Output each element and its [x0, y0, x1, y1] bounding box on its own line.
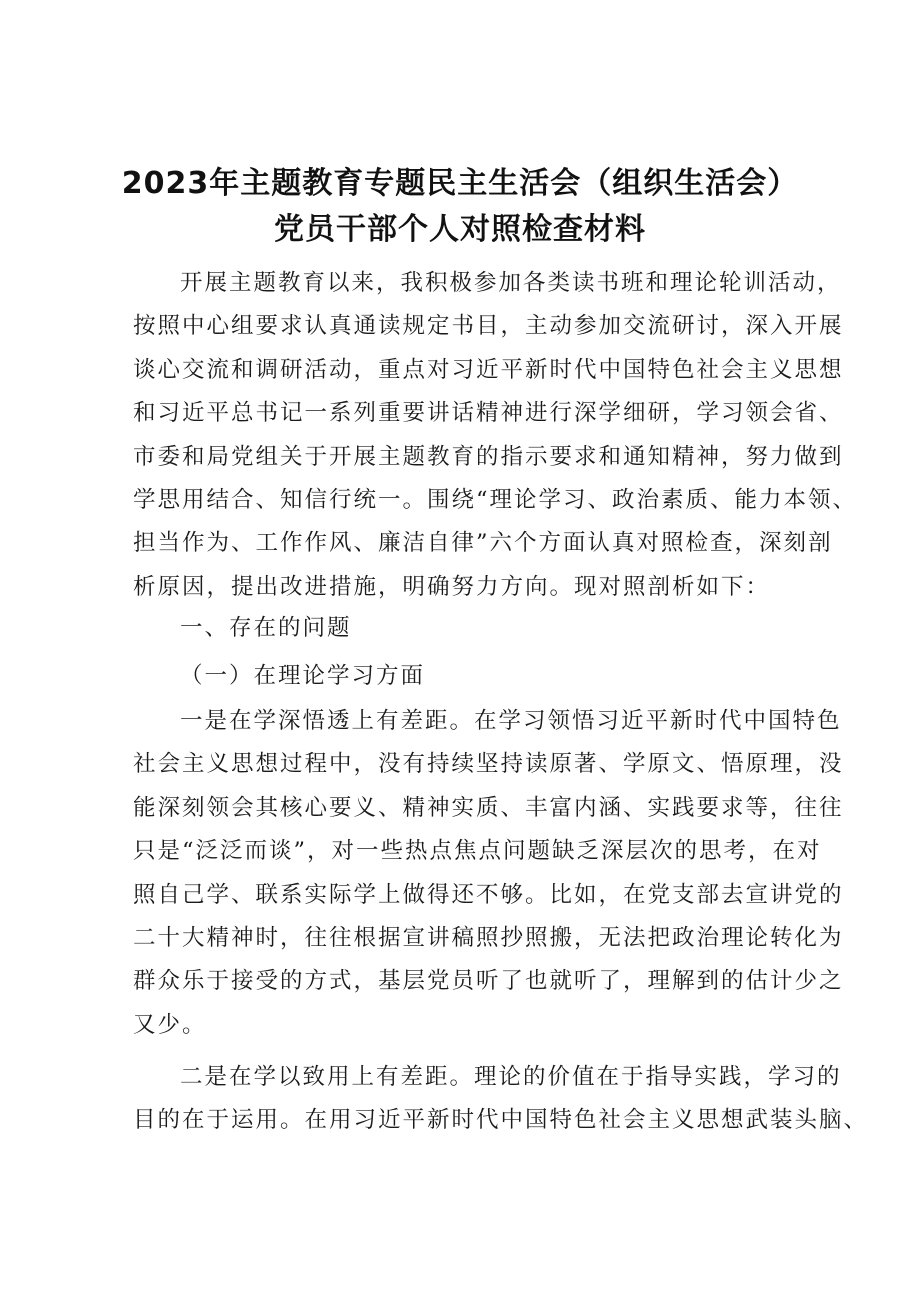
paragraph-line: 社会主义思想过程中，没有持续坚持读原著、学原文、悟原理，没 [133, 751, 844, 778]
intro-line: 学思用结合、知信行统一。围绕“理论学习、政治素质、能力本领、 [133, 486, 858, 513]
intro-line: 按照中心组要求认真通读规定书目，主动参加交流研讨，深入开展 [133, 313, 844, 340]
document-title-line-2: 党员干部个人对照检查材料 [274, 212, 646, 247]
paragraph-line: 又少。 [133, 1011, 207, 1038]
paragraph-line: 只是“泛泛而谈”，对一些热点焦点问题缺乏深层次的思考，在对 [133, 838, 822, 865]
paragraph-line: 能深刻领会其核心要义、精神实质、丰富内涵、实践要求等，往往 [133, 794, 844, 821]
paragraph-2 [133, 1056, 869, 1143]
paragraph-line: 一是在学深悟透上有差距。在学习领悟习近平新时代中国特色 [180, 708, 842, 734]
intro-line: 和习近平总书记一系列重要讲话精神进行深学细研，学习领会省、 [133, 400, 844, 427]
intro-line: 析原因，提出改进措施，明确努力方向。现对照剖析如下： [133, 573, 771, 600]
paragraph-line: 目的在于运用。在用习近平新时代中国特色社会主义思想武装头脑、 [133, 1107, 869, 1134]
paragraph-line: 二十大精神时，往往根据宣讲稿照抄照搬，无法把政治理论转化为 [133, 924, 844, 951]
intro-line: 谈心交流和调研活动，重点对习近平新时代中国特色社会主义思想 [133, 356, 844, 383]
intro-line: 担当作为、工作作风、廉洁自律”六个方面认真对照检查，深刻剖 [133, 530, 833, 557]
intro-paragraph [133, 262, 858, 609]
paragraph-1 [133, 700, 844, 1047]
subsection-heading: （一）在理论学习方面 [180, 663, 426, 689]
document-title-line-1: 2023年主题教育专题民主生活会（组织生活会） [121, 166, 799, 201]
paragraph-line: 照自己学、联系实际学上做得还不够。比如，在党支部去宣讲党的 [133, 881, 844, 908]
paragraph-line: 群众乐于接受的方式，基层党员听了也就听了，理解到的估计少之 [133, 968, 844, 995]
paragraph-line: 二是在学以致用上有差距。理论的价值在于指导实践，学习的 [180, 1064, 842, 1090]
intro-line: 开展主题教育以来，我积极参加各类读书班和理论轮训活动， [180, 270, 842, 296]
section-heading: 一、存在的问题 [180, 615, 352, 641]
intro-line: 市委和局党组关于开展主题教育的指示要求和通知精神，努力做到 [133, 443, 844, 470]
